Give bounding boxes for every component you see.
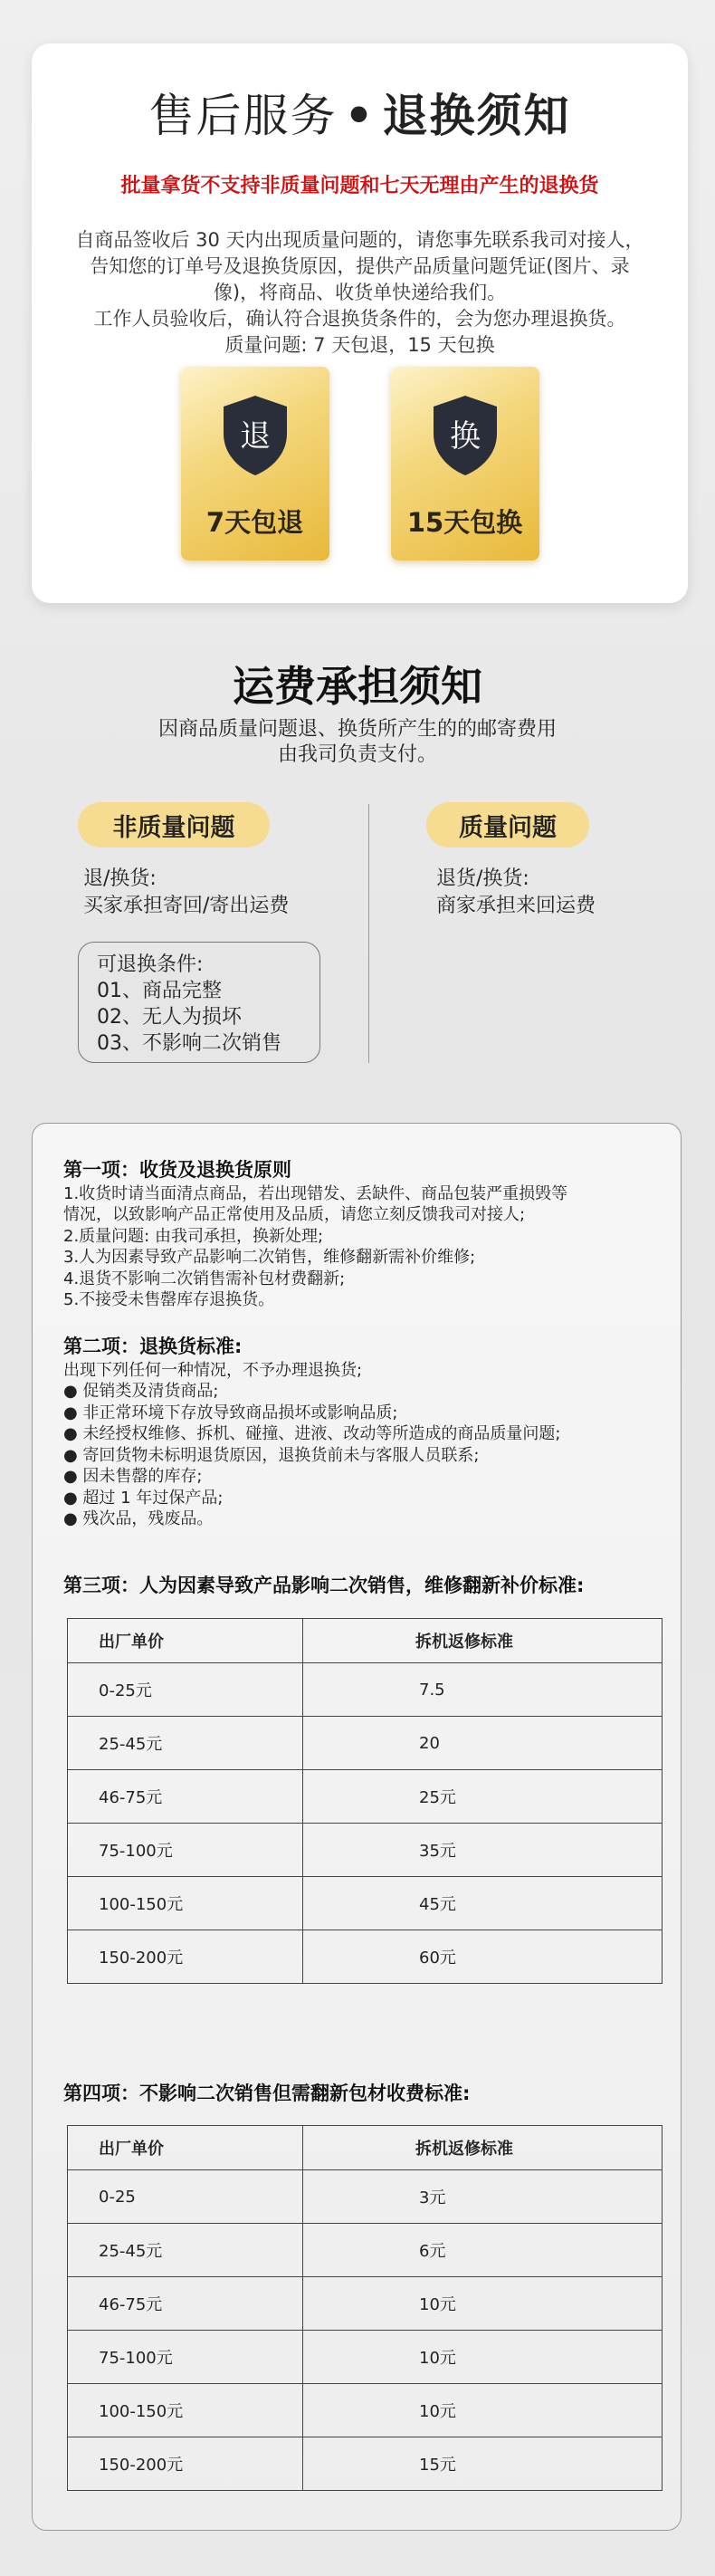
table-header-cell: 出厂单价 (68, 1619, 303, 1663)
condition-item: 03、不影响二次销售 (97, 1032, 281, 1055)
section-line: 1.收货时请当面清点商品，若出现错发、丢缺件、商品包装严重损毁等 (63, 1183, 568, 1203)
return-policy-card (32, 43, 688, 603)
table-cell: 0-25元 (68, 1663, 303, 1717)
section-line: ● 促销类及清货商品; (63, 1382, 219, 1401)
table-row (68, 2277, 663, 2331)
table-row (68, 1877, 663, 1930)
table-cell: 10元 (303, 2277, 663, 2331)
table-row (68, 1824, 663, 1877)
intro-paragraph (68, 227, 652, 359)
shield-glyph: 换 (449, 418, 481, 455)
section-receipt-principles (63, 1160, 661, 1311)
table-cell: 75-100元 (68, 2331, 303, 2384)
table-cell: 0-25 (68, 2170, 303, 2224)
intro-line: 质量问题: 7 天包退，15 天包换 (224, 334, 495, 356)
condition-item: 02、无人为损坏 (97, 1006, 242, 1029)
condition-item: 01、商品完整 (97, 980, 222, 1002)
table-row (68, 1930, 663, 1984)
badge-label: 7天包退 (205, 507, 304, 538)
table-row (68, 1663, 663, 1717)
title-main: 售后服务 (148, 90, 338, 142)
table-cell: 7.5 (303, 1663, 663, 1717)
table-cell: 100-150元 (68, 2384, 303, 2437)
intro-line: 工作人员验收后，确认符合退换货条件的，会为您办理退换货。 (93, 308, 626, 330)
quality-text (436, 866, 596, 920)
section-title: 第二项：退换货标准: (63, 1336, 243, 1357)
shipping-title: 运费承担须知 (233, 662, 482, 711)
table-cell: 75-100元 (68, 1824, 303, 1877)
section-line: 5.不接受未售罄库存退换货。 (63, 1290, 275, 1309)
table-cell: 20 (303, 1717, 663, 1770)
table-cell: 10元 (303, 2331, 663, 2384)
table-row (68, 2384, 663, 2437)
section-line: ● 非正常环境下存放导致商品损坏或影响品质; (63, 1403, 398, 1422)
shipping-subtitle-line: 因商品质量问题退、换货所产生的的邮寄费用 (157, 718, 557, 741)
section-return-standards (63, 1336, 661, 1530)
shield-icon (220, 394, 291, 477)
intro-line: 自商品签收后 30 天内出现质量问题的，请您事先联系我司对接人， (75, 229, 644, 251)
non-quality-line: 退/换货: (83, 867, 157, 890)
table-header-row (68, 2126, 663, 2170)
table-cell: 46-75元 (68, 2277, 303, 2331)
table-cell: 150-200元 (68, 1930, 303, 1984)
table-cell: 35元 (303, 1824, 663, 1877)
badge-label: 15天包换 (406, 507, 523, 538)
section-line: ● 寄回货物未标明退货原因，退换货前未与客服人员联系; (63, 1445, 480, 1465)
table-row (68, 2331, 663, 2384)
return-conditions-box (78, 942, 320, 1063)
section-repair-pricing-title: 第三项：人为因素导致产品影响二次销售，维修翻新补价标准: (63, 1575, 585, 1596)
badge-row (32, 367, 688, 560)
policy-card (32, 1123, 682, 2531)
intro-line: 告知您的订单号及退换货原因，提供产品质量问题凭证(图片、录 (90, 255, 630, 277)
table-cell: 60元 (303, 1930, 663, 1984)
table-header-row (68, 1619, 663, 1663)
table-row (68, 2437, 663, 2491)
warning-text: 批量拿货不支持非质量问题和七天无理由产生的退换货 (120, 175, 599, 197)
table-header-cell: 出厂单价 (68, 2126, 303, 2170)
table-row (68, 2170, 663, 2224)
quality-line: 退货/换货: (436, 867, 529, 890)
section-line: 出现下列任何一种情况，不予办理退换货; (63, 1360, 363, 1380)
shield-glyph: 退 (239, 418, 271, 455)
shipping-subtitle (0, 717, 715, 768)
table-cell: 46-75元 (68, 1770, 303, 1824)
quality-line: 商家承担来回运费 (436, 895, 596, 917)
shield-icon (430, 394, 500, 477)
badge-exchange (391, 367, 539, 560)
title-bold: 退换须知 (382, 90, 571, 142)
section-line: 3.人为因素导致产品影响二次销售，维修翻新需补价维修; (63, 1248, 476, 1267)
section-line: 情况，以致影响产品正常使用及品质，请您立刻反馈我司对接人; (63, 1205, 526, 1224)
badge-return (181, 367, 329, 560)
table-cell: 45元 (303, 1877, 663, 1930)
shipping-subtitle-line: 由我司负责支付。 (277, 743, 437, 766)
section-title: 第一项：收货及退换货原则 (63, 1159, 291, 1181)
table-header-cell: 拆机返修标准 (303, 2126, 663, 2170)
table-cell: 150-200元 (68, 2437, 303, 2491)
section-line: ● 未经授权维修、拆机、碰撞、进液、改动等所造成的商品质量问题; (63, 1424, 561, 1443)
packaging-pricing-table (67, 2125, 663, 2491)
page-title (32, 80, 688, 145)
table-cell: 25元 (303, 1770, 663, 1824)
table-row (68, 2224, 663, 2277)
table-cell: 100-150元 (68, 1877, 303, 1930)
table-cell: 6元 (303, 2224, 663, 2277)
section-line: ● 超过 1 年过保产品; (63, 1488, 224, 1508)
table-cell: 10元 (303, 2384, 663, 2437)
table-row (68, 1717, 663, 1770)
section-line: ● 因未售罄的库存; (63, 1467, 203, 1486)
non-quality-pill: 非质量问题 (78, 802, 270, 847)
section-packaging-pricing-title: 第四项：不影响二次销售但需翻新包材收费标准: (63, 2083, 471, 2104)
table-cell: 15元 (303, 2437, 663, 2491)
section-line: 2.质量问题: 由我司承担，换新处理; (63, 1226, 324, 1246)
table-cell: 25-45元 (68, 2224, 303, 2277)
quality-pill: 质量问题 (426, 802, 589, 847)
intro-line: 像)，将商品、收货单快递给我们。 (213, 282, 507, 303)
table-row (68, 1770, 663, 1824)
section-line: 4.退货不影响二次销售需补包材费翻新; (63, 1269, 346, 1288)
section-line: ● 残次品，残废品。 (63, 1509, 214, 1528)
title-dot: • (344, 90, 376, 142)
column-divider (368, 804, 369, 1063)
table-header-cell: 拆机返修标准 (303, 1619, 663, 1663)
non-quality-line: 买家承担寄回/寄出运费 (83, 895, 290, 917)
non-quality-text (83, 866, 289, 920)
repair-pricing-table (67, 1618, 663, 1984)
table-cell: 3元 (303, 2170, 663, 2224)
table-cell: 25-45元 (68, 1717, 303, 1770)
condition-title: 可退换条件: (97, 953, 204, 976)
